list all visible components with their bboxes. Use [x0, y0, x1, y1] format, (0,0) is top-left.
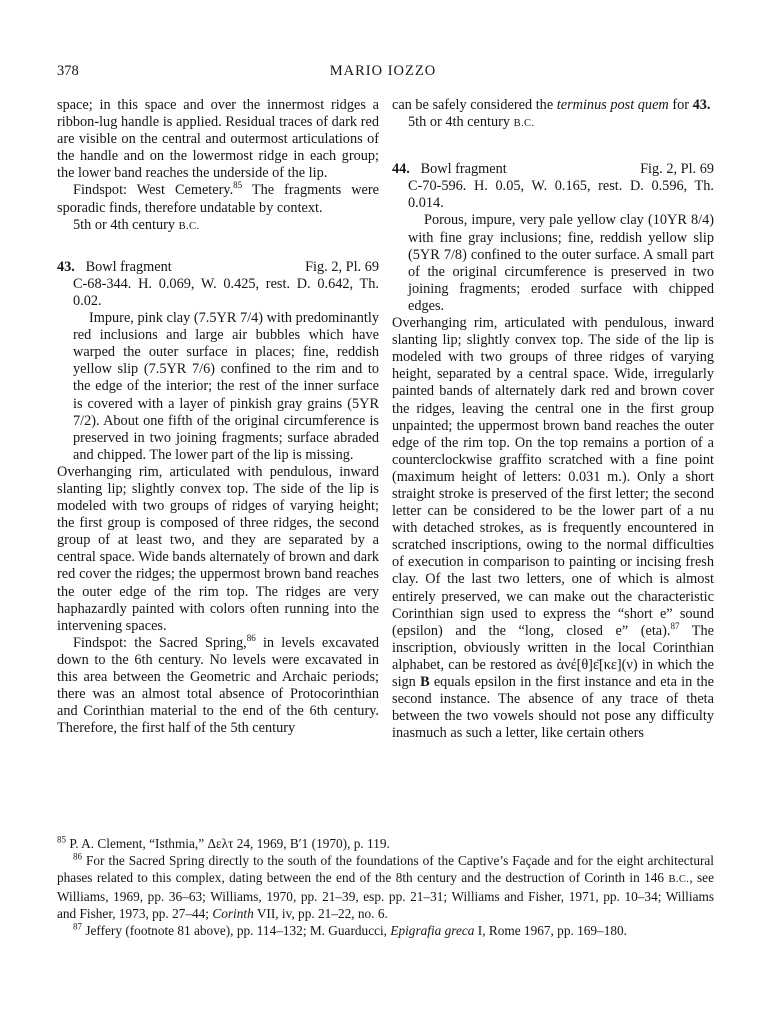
footnote-ref-85[interactable]: 85	[233, 180, 243, 191]
date-era: B.C.	[178, 220, 200, 232]
shape-text-cont: The inscription, obviously written in the local Corinthian alphabet, can be restored as	[392, 622, 715, 673]
description-44: Porous, impure, very pale yellow clay (10YR 8/4) with fine gray inclusions; fine, reddish yellow slip (5YR 7/8) confined to the outer surface. A small part of the original circumference is preserved in two joining fragments; eroded surface with chipped edges.	[408, 212, 714, 314]
catalog-meta-43: C-68-344. H. 0.069, W. 0.425, rest. D. 0.642, Th. 0.02.	[73, 275, 379, 309]
date-era: B.C.	[668, 874, 690, 885]
entry-title: Bowl fragment	[420, 161, 507, 178]
entry-heading-43	[57, 259, 379, 276]
continuation-text-cont: for	[668, 97, 693, 113]
footnotes	[57, 835, 714, 939]
greek-abbrev: Δελτ	[207, 836, 234, 851]
running-head: MARIO IOZZO	[329, 63, 437, 79]
shape-text-cont2: in which the sign	[392, 656, 714, 690]
paragraph-continuation	[392, 97, 714, 114]
footnote-number: 85	[57, 834, 66, 845]
paragraph-findspot-42	[57, 182, 379, 216]
italic-title: Corinth	[212, 906, 254, 921]
footnote-86	[57, 852, 714, 922]
date-42	[57, 217, 379, 235]
date-text: 5th or 4th century	[73, 216, 179, 233]
footnote-text: For the Sacred Spring directly to the south of the foundations of the Captive’s Façade and for the eight architectural phases related to this complex, dating between the end of the 8th century and the destruction of Corinth in 146	[57, 853, 714, 885]
shape-description-43: Overhanging rim, articulated with pendulous, inward slanting lip; slightly convex top. The side of the lip is modeled with two groups of ridges of varying height; the first group is composed of three ridges, the second group of at least two, and they are separated by a central space. Wide bands alternately of brown and dark red cover the ridges; the uppermost brown band reaches the outer edge of the rim top. The ridges are very haphazardly painted with colors often running into the intervening spaces.	[57, 463, 379, 634]
italic-title: Epigrafia greca	[390, 923, 475, 938]
footnote-text-cont: , see Williams, 1969, pp. 36–63; Williams, 1970, pp. 21–39, esp. pp. 21–31; Williams and Fisher, 1971, pp. 10–34; Williams and Fisher, 1973, pp. 27–44;	[57, 870, 714, 921]
left-column	[57, 97, 379, 737]
footnote-number: 86	[73, 851, 82, 862]
entry-title: Bowl fragment	[85, 258, 172, 275]
footnote-ref-87[interactable]: 87	[670, 620, 680, 631]
findspot-text: Findspot: West Cemetery.	[73, 182, 234, 199]
entry-number: 44.	[392, 161, 410, 178]
corinthian-epsilon-sign: B	[420, 674, 430, 690]
footnote-text-end: VII, iv, pp. 21–22, no. 6.	[253, 906, 388, 921]
footnote-ref-86[interactable]: 86	[246, 633, 256, 644]
continuation-text: can be safely considered the	[392, 97, 557, 113]
footnote-text-cont: 24, 1969, B′1 (1970), p. 119.	[233, 836, 390, 851]
date-43	[392, 114, 714, 132]
page-number: 378	[57, 63, 79, 79]
right-column	[392, 97, 714, 742]
date-text: 5th or 4th century	[408, 114, 514, 131]
shape-description-44	[392, 315, 714, 742]
description-43: Impure, pink clay (7.5YR 7/4) with predominantly red inclusions and large air bubbles which have warped the outer surface in places; fine, reddish yellow slip (7.5YR 7/6) confined to the rim and to the edge of the interior; the rest of the inner surface is covered with a layer of pinkish gray grains (5YR 7/2). About one fifth of the original circumference is preserved in two joining fragments; surface abraded and chipped. The lower part of the lip is missing.	[73, 310, 379, 463]
shape-text-cont3: equals epsilon in the first instance and eta in the second instance. The absence of any trace of theta between the two vowels should not pose any difficulty inasmuch as such a letter, like certain others	[392, 674, 714, 742]
entry-number: 43.	[57, 258, 75, 275]
findspot-text: Findspot: the Sacred Spring,	[73, 634, 247, 651]
footnote-number: 87	[73, 921, 82, 932]
footnote-85	[57, 835, 714, 852]
figure-reference: Fig. 2, Pl. 69	[640, 161, 714, 178]
footnote-text: P. A. Clement, “Isthmia,”	[66, 836, 208, 851]
italic-term: terminus post quem	[556, 97, 669, 113]
catalog-meta-44: C-70-596. H. 0.05, W. 0.165, rest. D. 0.596, Th. 0.014.	[408, 178, 714, 212]
findspot-text-cont: in levels excavated down to the 6th century. No levels were excavated in this area between the Geometric and Archaic periods; there was an almost total absence of Protocorinthian and Corinthian material to the end of the 6th century. Therefore, the first half of the 5th century	[57, 634, 379, 737]
findspot-43	[57, 635, 379, 738]
figure-reference: Fig. 2, Pl. 69	[305, 258, 379, 275]
findspot-text-cont: The fragments were sporadic finds, therefore undatable by context.	[57, 182, 379, 216]
paragraph-handle: space; in this space and over the innermost ridges a ribbon-lug handle is applied. Residual traces of dark red are visible on the central and outermost articulations of the handle and on the lowermost ridge in each group; the lower band reaches the underside of the lip.	[57, 97, 379, 182]
date-era: B.C.	[513, 118, 535, 130]
greek-inscription: ἀνέ[θ]ε̄[κε](ν)	[556, 656, 638, 673]
footnote-87	[57, 922, 714, 939]
shape-text: Overhanging rim, articulated with pendulous, inward slanting lip; slightly convex top. The side of the lip is modeled with two groups of three ridges of varying height, separated by a central space. Wide, irregularly painted bands of alternately dark red and brown cover the ridges, leaving the central one in the first group unpainted; the uppermost brown band reaches the outer edge of the rim top. On the top remains a portion of a counterclockwise graffito scratched with a fine point (maximum height of letters: 0.031 m.). Only a short straight stroke is preserved of the first letter; the second letter can be considered to be the lower part of a nu with detached strokes, as is frequently encountered in scratched inscriptions, owing to the normal difficulties of execution in comparison to painting or incising fresh clay. Of the last two letters, one of which is almost entirely preserved, we can make out the characteristic Corinthian sign used to express the “short e” sound (epsilon) and the “long, closed e” (eta).	[392, 315, 714, 639]
footnote-text: Jeffery (footnote 81 above), pp. 114–132; M. Guarducci,	[82, 923, 391, 938]
footnote-text-cont: I, Rome 1967, pp. 169–180.	[474, 923, 627, 938]
entry-heading-44	[392, 161, 714, 178]
entry-ref: 43.	[692, 97, 711, 113]
